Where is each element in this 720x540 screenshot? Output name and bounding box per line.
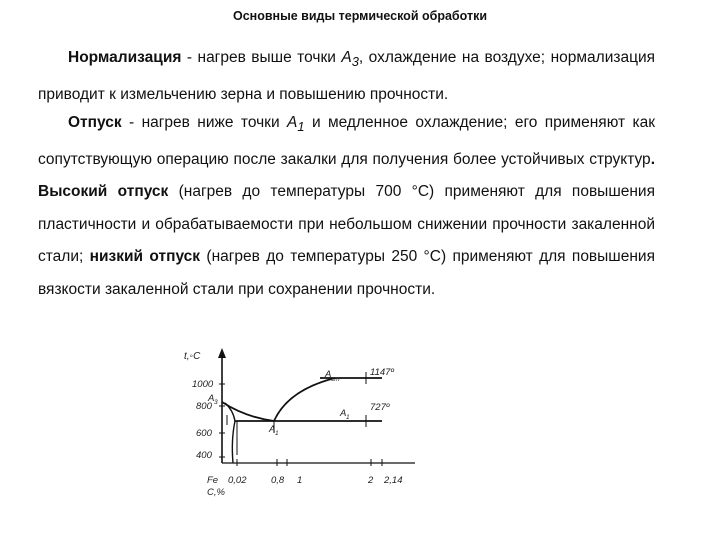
y-tick-label-800: 800: [196, 401, 212, 412]
label-a1-right-sub: 1: [346, 414, 350, 421]
label-a1-left-sub: 1: [275, 430, 279, 437]
normalization-text-2: , охлаждение на воздухе; нормализация приводит к измельчению зерна и повышению прочности.: [38, 49, 656, 103]
y-tick-label-600: 600: [196, 428, 212, 439]
iron-carbon-diagram: [170, 345, 460, 515]
tempering-term: Отпуск: [68, 114, 122, 131]
tempering-text-1: - нагрев ниже точки: [121, 114, 288, 131]
tempering-paragraph: [38, 107, 655, 306]
normalization-term: Нормализация: [68, 49, 182, 66]
point-a3: A: [341, 49, 352, 66]
curve-acm: [274, 378, 335, 421]
label-a3: A: [208, 393, 215, 404]
x-label-214: 2,14: [384, 475, 403, 486]
point-a1-sub: 1: [297, 119, 305, 135]
x-label-08: 0,8: [271, 475, 285, 486]
tempering-text-3: (нагрев до температуры 700 °С) применяют для повышения пластичности и обрабатываемости при небольшом снижении прочности закаленной стали;: [38, 183, 655, 266]
curve-a3: [222, 402, 274, 421]
point-a3-sub: 3: [351, 54, 359, 70]
x-label-fe: Fe: [207, 475, 219, 486]
curve-solvus: [232, 421, 235, 463]
tempering-text-4: (нагрев до температуры 250 °С) применяют для повышения вязкости закаленной стали при сохранении прочности.: [38, 248, 655, 298]
page-title: Основные виды термической обработки: [232, 9, 488, 23]
label-a1-right: A: [340, 408, 347, 419]
tempering-text-2: и медленное охлаждение; его применяют как сопутствующую операцию после закалки для получения более устойчивых структур: [38, 114, 655, 168]
label-acm: A: [325, 369, 332, 380]
label-a1-left: A: [269, 424, 276, 435]
y-tick-label-1000: 1000: [192, 379, 214, 390]
normalization-paragraph: [38, 42, 655, 111]
x-label-1: 1: [297, 475, 303, 486]
y-axis-arrow-icon: [218, 348, 226, 358]
normalization-text-1: - нагрев выше точки: [181, 49, 342, 66]
x-label-c-pct: C,%: [207, 487, 225, 498]
point-a1: A: [287, 114, 298, 131]
x-label-002: 0,02: [228, 475, 247, 486]
tempering-dot: .: [650, 150, 655, 168]
y-axis-label: t,◦C: [184, 351, 201, 362]
label-acm-sub: cm: [331, 376, 340, 383]
y-tick-label-400: 400: [196, 450, 212, 461]
high-tempering-term: Высокий отпуск: [38, 183, 169, 201]
low-tempering-term: низкий отпуск: [89, 248, 201, 266]
label-a3-sub: 3: [214, 399, 218, 406]
temp-1147: 1147º: [370, 367, 394, 378]
temp-727: 727º: [370, 402, 390, 413]
x-label-2: 2: [368, 475, 374, 486]
